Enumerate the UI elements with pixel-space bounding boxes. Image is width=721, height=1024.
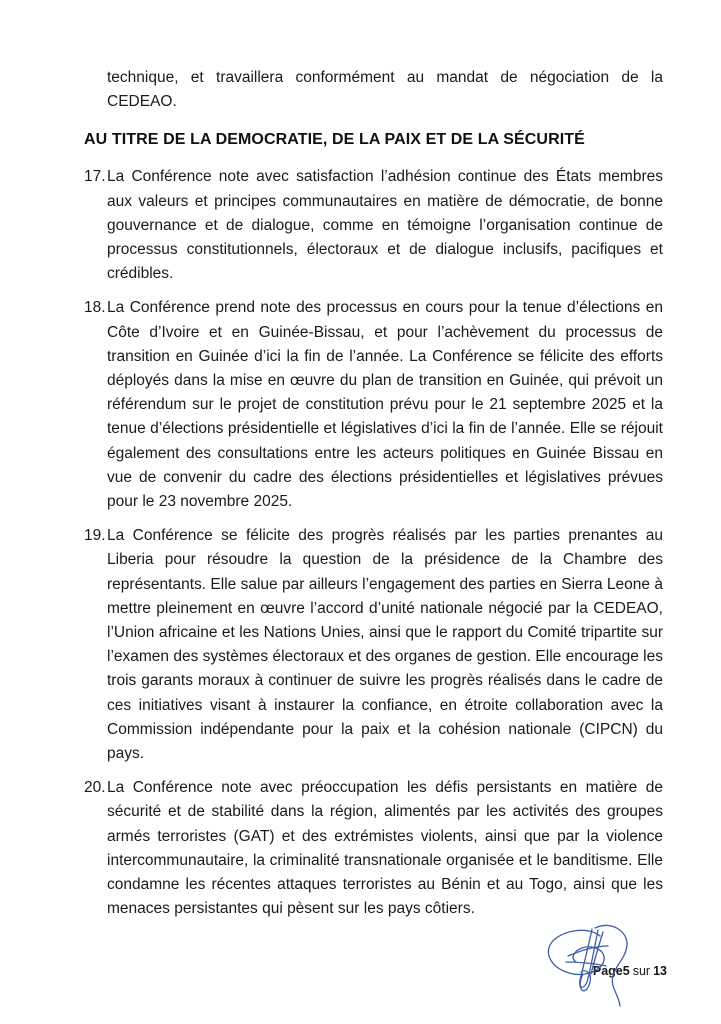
paragraph-text: La Conférence se félicite des progrès réalisés par les parties prenantes au Liberia pour résoudre la question de la présidence de la Chambre des représentants. Elle salue par ailleurs l’engagement des parties en Sierra Leone à mettre pleinement en œuvre l’accord d’unité nationale négocié par la CEDEAO, l’Union africaine et les Nations Unies, ainsi que le rapport du Comité tripartite sur l’examen des systèmes électoraux et des organes de gestion. Elle encourage les trois garants moraux à continuer de suivre les progrès réalisés dans le cadre de ces initiatives visant à instaurer la confiance, en étroite collaboration avec la Commission indépendante pour la paix et la cohésion nationale (CIPCN) du pays. xyxy=(107,527,663,763)
paragraph-number: 18. xyxy=(84,299,106,317)
numbered-paragraph-19 xyxy=(84,524,663,766)
paragraph-text: La Conférence note avec satisfaction l’adhésion continue des États membres aux valeurs et principes communautaires en matière de démocratie, de bonne gouvernance et de dialogue, comme en témoigne l’organisation continue de processus constitutionnels, électoraux et de dialogue inclusifs, pacifiques et crédibles. xyxy=(107,168,663,283)
paragraph-number: 19. xyxy=(84,527,106,545)
footer-page-label: Page xyxy=(592,964,623,978)
footer-of-label: sur xyxy=(632,964,651,978)
numbered-paragraph-17 xyxy=(84,165,663,286)
paragraph-text: La Conférence prend note des processus en cours pour la tenue d’élections en Côte d’Ivoire et en Guinée-Bissau, et pour l’achèvement du processus de transition en Guinée d’ici la fin de l’année. La Conférence se félicite des efforts déployés dans la mise en œuvre du plan de transition en Guinée, qui prévoit un référendum sur le projet de constitution prévu pour le 21 septembre 2025 et la tenue d’élections présidentielle et législatives d’ici la fin de l’année. Elle se réjouit également des consultations entre les acteurs politiques en Guinée Bissau en vue de convenir du cadre des élections présidentielles et législatives prévues pour le 23 novembre 2025. xyxy=(107,299,663,511)
footer-total-pages: 13 xyxy=(653,964,667,978)
paragraph-continuation: technique, et travaillera conformément au mandat de négociation de la CEDEAO. xyxy=(107,69,663,111)
paragraph-number: 20. xyxy=(84,779,106,797)
numbered-paragraph-20 xyxy=(84,776,663,921)
section-heading: AU TITRE DE LA DEMOCRATIE, DE LA PAIX ET DE LA SÉCURITÉ xyxy=(84,131,585,149)
footer-page-number: 5 xyxy=(622,964,630,978)
paragraph-text: La Conférence note avec préoccupation les défis persistants en matière de sécurité et de stabilité dans la région, alimentés par les activités des groupes armés terroristes (GAT) et des extrémistes violents, ainsi que par la violence intercommunautaire, la criminalité transnationale organisée et le banditisme. Elle condamne les récentes attaques terroristes au Bénin et au Togo, ainsi que les menaces persistantes qui pèsent sur les pays côtiers. xyxy=(107,779,663,918)
numbered-paragraph-18 xyxy=(84,296,663,514)
page-footer xyxy=(593,963,667,979)
paragraph-number: 17. xyxy=(84,168,106,186)
